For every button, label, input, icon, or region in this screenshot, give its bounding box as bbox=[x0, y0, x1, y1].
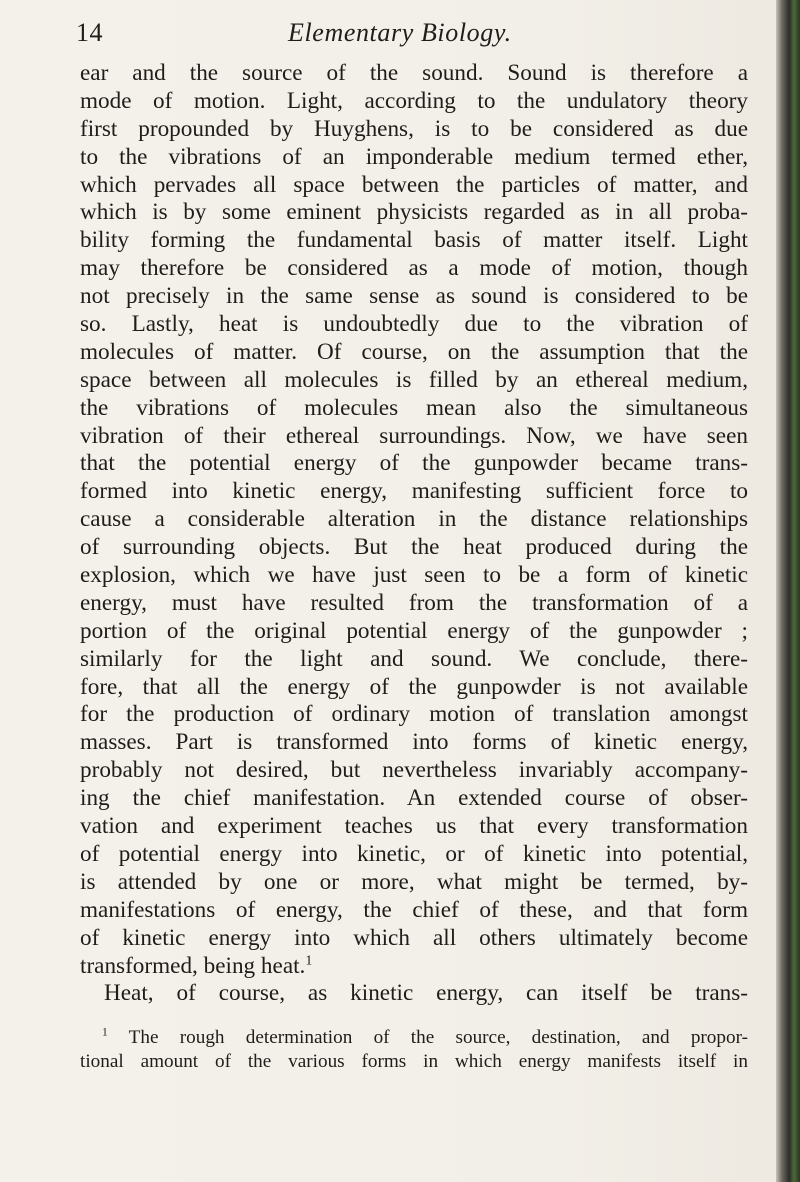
footnote-line: tional amount of the various forms in which energy manifests itself in bbox=[80, 1050, 748, 1072]
text-line: which is by some eminent physicists regarded as in all proba- bbox=[80, 199, 748, 226]
text-line: to the vibrations of an imponderable medium termed ether, bbox=[80, 143, 748, 170]
text-line: so. Lastly, heat is undoubtedly due to the vibration of bbox=[80, 311, 748, 338]
text-line: for the production of ordinary motion of translation amongst bbox=[80, 701, 748, 728]
text-line: which pervades all space between the particles of matter, and bbox=[80, 171, 748, 198]
text-line: of potential energy into kinetic, or of kinetic into potential, bbox=[80, 840, 748, 867]
text-line: cause a considerable alteration in the distance relationships bbox=[80, 506, 748, 533]
text-line: formed into kinetic energy, manifesting sufficient force to bbox=[80, 478, 748, 505]
text-line-content: transformed, being heat. bbox=[80, 952, 306, 979]
text-line: vation and experiment teaches us that every transformation bbox=[80, 813, 748, 840]
text-line: is attended by one or more, what might be termed, by- bbox=[80, 868, 748, 895]
text-line: first propounded by Huyghens, is to be considered as due bbox=[80, 115, 748, 142]
footnote-line bbox=[80, 1026, 748, 1050]
text-line: molecules of matter. Of course, on the assumption that the bbox=[80, 338, 748, 365]
text-line: energy, must have resulted from the transformation of a bbox=[80, 589, 748, 616]
book-binding-edge bbox=[776, 0, 800, 1182]
text-line: may therefore be considered as a mode of motion, though bbox=[80, 255, 748, 282]
text-line bbox=[80, 953, 748, 981]
body-text bbox=[80, 60, 748, 1008]
text-line: the vibrations of molecules mean also the simultaneous bbox=[80, 394, 748, 421]
text-line: ing the chief manifestation. An extended course of obser- bbox=[80, 785, 748, 812]
footnote-reference: 1 bbox=[305, 952, 313, 968]
text-line: similarly for the light and sound. We conclude, there- bbox=[80, 645, 748, 672]
footnote-marker: 1 bbox=[102, 1026, 108, 1039]
text-line: vibration of their ethereal surroundings. Now, we have seen bbox=[80, 422, 748, 449]
text-line: of surrounding objects. But the heat produced during the bbox=[80, 534, 748, 561]
text-line: bility forming the fundamental basis of matter itself. Light bbox=[80, 227, 748, 254]
text-line: manifestations of energy, the chief of these, and that form bbox=[80, 896, 748, 923]
text-line: Heat, of course, as kinetic energy, can itself be trans- bbox=[104, 980, 748, 1007]
page-header bbox=[76, 18, 766, 54]
text-line: mode of motion. Light, according to the undulatory theory bbox=[80, 87, 748, 114]
text-line: masses. Part is transformed into forms of kinetic energy, bbox=[80, 729, 748, 756]
footnote bbox=[80, 1026, 748, 1073]
text-line: not precisely in the same sense as sound is considered to be bbox=[80, 283, 748, 310]
text-line: explosion, which we have just seen to be a form of kinetic bbox=[80, 562, 748, 589]
text-line: fore, that all the energy of the gunpowder is not available bbox=[80, 673, 748, 700]
text-line: portion of the original potential energy of the gunpowder ; bbox=[80, 617, 748, 644]
text-line: probably not desired, but nevertheless invariably accompany- bbox=[80, 757, 748, 784]
text-line: space between all molecules is filled by an ethereal medium, bbox=[80, 366, 748, 393]
text-line: of kinetic energy into which all others ultimately become bbox=[80, 924, 748, 951]
text-line: that the potential energy of the gunpowder became trans- bbox=[80, 450, 748, 477]
page-number: 14 bbox=[76, 18, 103, 47]
footnote-line-content: The rough determination of the source, destination, and propor- bbox=[128, 1027, 748, 1048]
running-title: Elementary Biology. bbox=[288, 18, 512, 47]
text-line: ear and the source of the sound. Sound is therefore a bbox=[80, 60, 748, 86]
